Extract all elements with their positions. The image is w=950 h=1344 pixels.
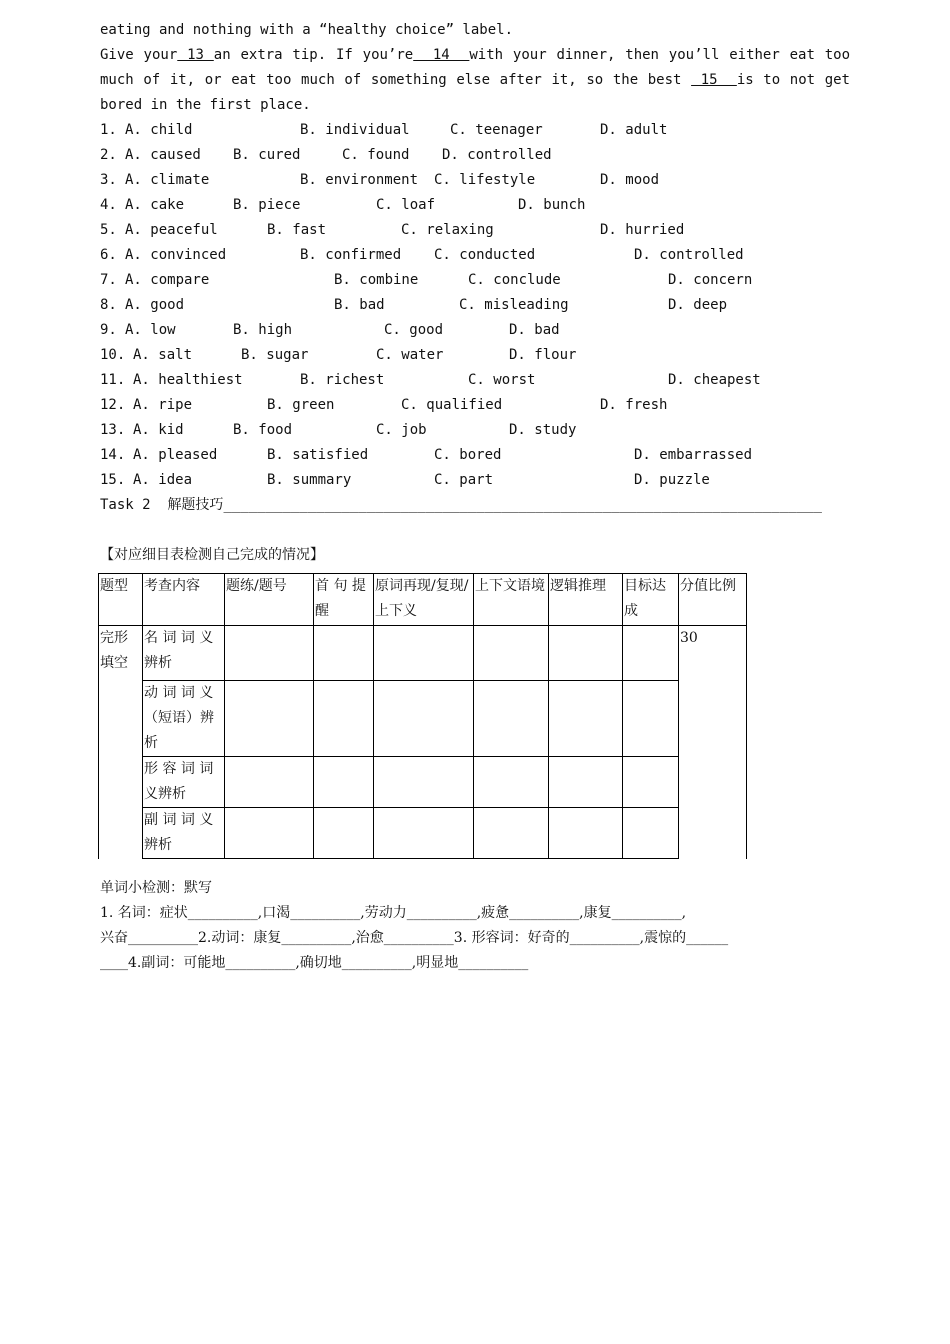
question-number: 7. (100, 272, 117, 288)
option-a: A. pleased (133, 447, 218, 463)
header-cell: 上下文语境 (474, 574, 549, 626)
option-b: B. satisfied (267, 447, 369, 463)
option-b: B. individual (300, 122, 410, 138)
option-b: B. sugar (241, 347, 309, 363)
question-row (100, 193, 850, 218)
question-number: 9. (100, 322, 117, 338)
option-d: D. study (509, 422, 577, 438)
option-c: C. conducted (434, 247, 536, 263)
word-quiz-line-1: 1. 名词：症状__________,口渴__________,劳动力__________,疲惫__________,康复__________, (100, 905, 687, 921)
option-c: C. good (384, 322, 444, 338)
type-cell: 完形填空 (99, 626, 143, 859)
option-a: A. peaceful (125, 222, 218, 238)
option-d: D. hurried (600, 222, 685, 238)
content-cell: 形 容 词 词义辨析 (143, 757, 225, 808)
option-a: A. cake (125, 197, 185, 213)
option-b: B. summary (267, 472, 352, 488)
question-number: 12. (100, 397, 126, 413)
option-b: B. fast (267, 222, 327, 238)
option-a: A. salt (133, 347, 193, 363)
passage-line-1: eating and nothing with a “healthy choice” label. (100, 22, 514, 38)
option-b: B. bad (334, 297, 385, 313)
option-c: C. part (434, 472, 494, 488)
option-a: A. good (125, 297, 185, 313)
content-cell: 动 词 词 义（短语）辨析 (143, 681, 225, 757)
question-list (100, 118, 850, 493)
question-number: 13. (100, 422, 126, 438)
table-row (99, 757, 747, 808)
header-cell: 原词再现/复现/上下义 (374, 574, 474, 626)
option-a: A. caused (125, 147, 201, 163)
table-row (99, 808, 747, 859)
worksheet-page (100, 18, 850, 568)
content-cell: 名 词 词 义辨析 (143, 626, 225, 681)
passage-line-4: bored in the first place. (100, 97, 311, 113)
header-cell: 逻辑推理 (549, 574, 623, 626)
option-c: C. qualified (401, 397, 503, 413)
question-row (100, 243, 850, 268)
question-number: 11. (100, 372, 126, 388)
option-a: A. idea (133, 472, 193, 488)
task2-title: 解题技巧 (167, 497, 224, 513)
question-row (100, 368, 850, 393)
option-c: C. water (376, 347, 444, 363)
option-d: D. bunch (518, 197, 586, 213)
option-c: C. worst (468, 372, 536, 388)
option-d: D. deep (668, 297, 728, 313)
table-row (99, 626, 747, 681)
table-header-row (99, 574, 747, 626)
detail-table (98, 573, 747, 859)
word-quiz-line-3: ____4.副词：可能地__________,确切地__________,明显地__________ (100, 955, 529, 971)
question-row (100, 168, 850, 193)
option-d: D. fresh (600, 397, 668, 413)
option-d: D. puzzle (634, 472, 710, 488)
question-number: 14. (100, 447, 126, 463)
option-d: D. controlled (442, 147, 552, 163)
header-cell: 考查内容 (143, 574, 225, 626)
question-row (100, 268, 850, 293)
question-number: 10. (100, 347, 126, 363)
option-c: C. bored (434, 447, 502, 463)
option-b: B. confirmed (300, 247, 402, 263)
question-number: 6. (100, 247, 117, 263)
question-row (100, 143, 850, 168)
word-quiz (100, 876, 850, 976)
option-a: A. compare (125, 272, 210, 288)
word-quiz-title: 单词小检测：默写 (100, 880, 212, 896)
question-row (100, 393, 850, 418)
option-d: D. controlled (634, 247, 744, 263)
question-number: 8. (100, 297, 117, 313)
option-b: B. food (233, 422, 293, 438)
blank-14: 14 (413, 47, 470, 63)
word-quiz-line-2: 兴奋__________2.动词：康复__________,治愈__________3. 形容词：好奇的__________,震惊的______ (100, 930, 729, 946)
question-number: 15. (100, 472, 126, 488)
option-d: D. bad (509, 322, 560, 338)
option-d: D. concern (668, 272, 753, 288)
header-cell: 题练/题号 (225, 574, 314, 626)
question-row (100, 343, 850, 368)
table-row (99, 681, 747, 757)
option-d: D. mood (600, 172, 660, 188)
option-b: B. environment (300, 172, 419, 188)
score-cell: 30 (679, 626, 747, 859)
task2-line: Task 2 解题技巧_______________________________________________________________________ (100, 497, 822, 513)
task2-answer-line: _______________________________________________________________________ (223, 497, 822, 513)
passage-line-2: Give your 13 an extra tip. If you’re 14 with your dinner, then you’ll either eat too (100, 47, 850, 63)
option-b: B. piece (233, 197, 301, 213)
question-row (100, 218, 850, 243)
check-heading: 【对应细目表检测自己完成的情况】 (100, 547, 324, 563)
option-a: A. child (125, 122, 193, 138)
header-cell: 分值比例 (679, 574, 747, 626)
option-b: B. richest (300, 372, 385, 388)
question-number: 1. (100, 122, 117, 138)
option-d: D. adult (600, 122, 668, 138)
question-number: 4. (100, 197, 117, 213)
question-row (100, 318, 850, 343)
option-a: A. kid (133, 422, 184, 438)
question-number: 2. (100, 147, 117, 163)
option-a: A. climate (125, 172, 210, 188)
question-row (100, 118, 850, 143)
question-number: 5. (100, 222, 117, 238)
passage-line-3: much of it, or eat too much of something else after it, so the best 15 is to not get (100, 72, 850, 88)
blank-13: 13 (177, 47, 214, 63)
header-cell: 目标达成 (623, 574, 679, 626)
option-b: B. cured (233, 147, 301, 163)
option-a: A. ripe (133, 397, 193, 413)
question-row (100, 418, 850, 443)
option-c: C. found (342, 147, 410, 163)
question-number: 3. (100, 172, 117, 188)
option-c: C. misleading (459, 297, 569, 313)
option-b: B. combine (334, 272, 419, 288)
blank-15: 15 (691, 72, 737, 88)
option-c: C. loaf (376, 197, 436, 213)
option-d: D. embarrassed (634, 447, 753, 463)
question-row (100, 443, 850, 468)
option-d: D. flour (509, 347, 577, 363)
option-a: A. low (125, 322, 176, 338)
header-cell: 题型 (99, 574, 143, 626)
option-c: C. conclude (468, 272, 561, 288)
header-cell: 首 句 提醒 (314, 574, 374, 626)
question-row (100, 293, 850, 318)
option-b: B. green (267, 397, 335, 413)
option-c: C. lifestyle (434, 172, 536, 188)
option-c: C. relaxing (401, 222, 494, 238)
option-a: A. healthiest (133, 372, 243, 388)
option-c: C. job (376, 422, 427, 438)
option-c: C. teenager (450, 122, 543, 138)
question-row (100, 468, 850, 493)
content-cell: 副 词 词 义辨析 (143, 808, 225, 859)
option-b: B. high (233, 322, 293, 338)
option-d: D. cheapest (668, 372, 761, 388)
option-a: A. convinced (125, 247, 227, 263)
